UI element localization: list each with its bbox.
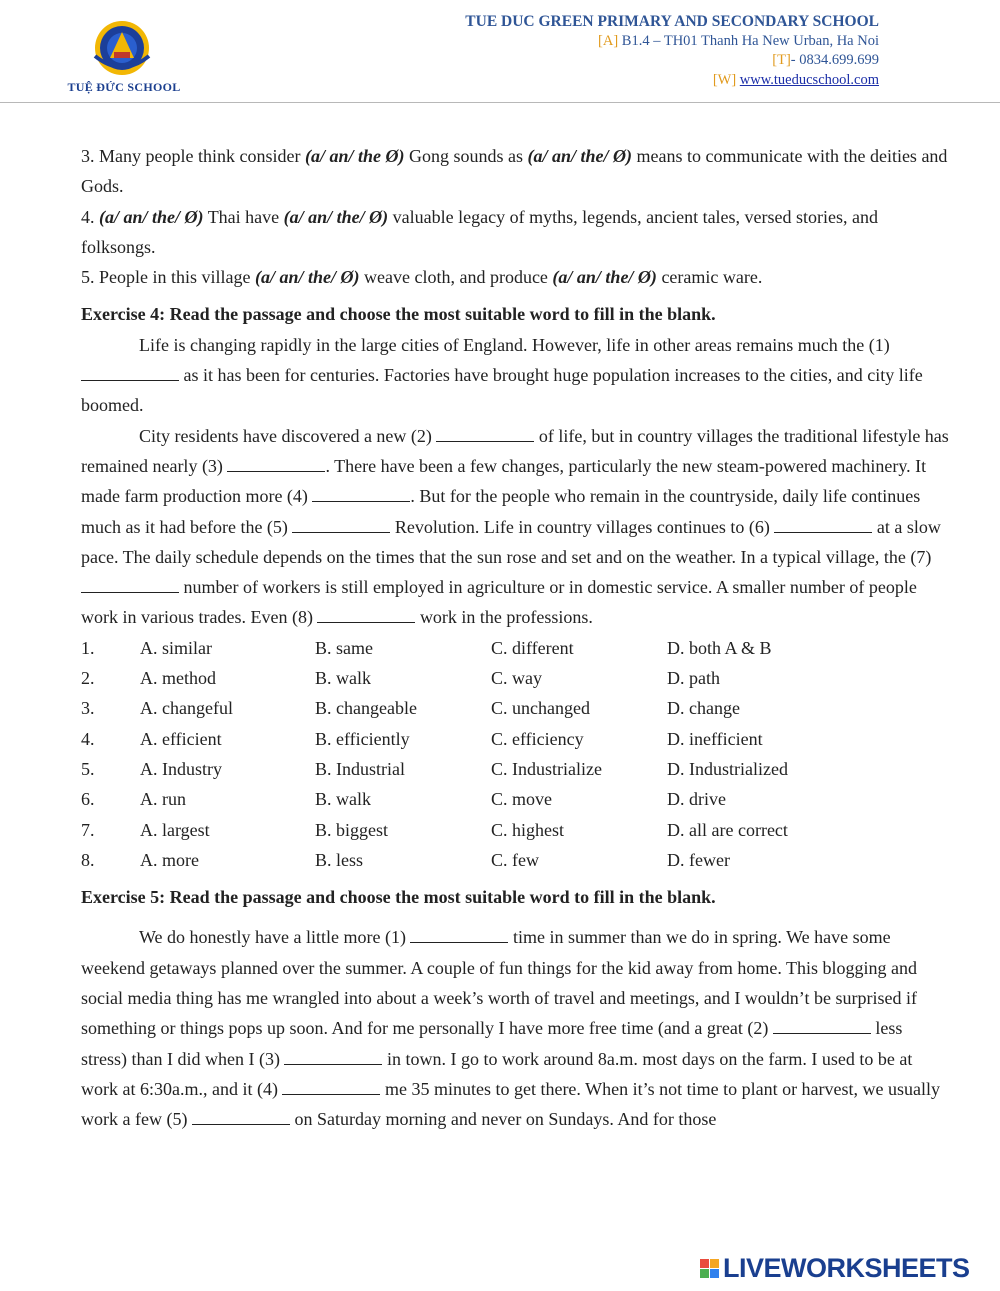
ex5-blank-4[interactable] [282, 1080, 380, 1095]
option-c[interactable]: C. way [491, 668, 542, 689]
option-d[interactable]: D. fewer [667, 849, 730, 870]
exercise-4-title: Exercise 4: Read the passage and choose the most suitable word to fill in the blank. [81, 304, 716, 325]
phone-tag: [T] [772, 52, 791, 68]
ex4-paragraph-1 [81, 330, 949, 421]
option-d[interactable]: D. path [667, 668, 720, 689]
q3-choice-2[interactable]: (a/ an/ the/ Ø) [527, 146, 633, 166]
answer-number: 4. [81, 728, 95, 749]
phone-text: - 0834.699.699 [790, 52, 879, 68]
option-b[interactable]: B. same [315, 637, 373, 658]
answer-row [81, 724, 949, 754]
ex5-blank-2[interactable] [773, 1019, 871, 1034]
ex5-blank-1[interactable] [410, 928, 508, 943]
question-3 [81, 141, 949, 202]
ex5-p1-text-b: time in summer than we do in spring. We have some weekend getaways planned over the summer. A couple of fun things for the kid away from home. This blogging and social media thing has me wrangled into about a week’s worth of travel and meetings, and I wouldn’t be surprised if something or things pops up soon. And for me personally I have more free time (and a great (2) [81, 927, 917, 1039]
option-d[interactable]: D. drive [667, 789, 726, 810]
ex4-p2-text-d: . But for the people who remain in the countryside, daily life continues much as it had before the (5) [81, 486, 921, 537]
q3-text-b: Gong sounds as [404, 146, 528, 166]
option-a[interactable]: A. efficient [140, 728, 222, 749]
ex4-p2-text-a: City residents have discovered a new (2) [139, 425, 437, 446]
school-web [465, 71, 879, 91]
answer-row [81, 663, 949, 693]
answer-number: 6. [81, 789, 95, 810]
option-d[interactable]: D. change [667, 698, 740, 719]
option-c[interactable]: C. unchanged [491, 698, 590, 719]
q5-choice-2[interactable]: (a/ an/ the/ Ø) [552, 267, 657, 288]
answer-row [81, 754, 949, 784]
option-a[interactable]: A. more [140, 849, 199, 870]
ex4-answer-list [81, 633, 949, 875]
exercise-5-title: Exercise 5: Read the passage and choose the most suitable word to fill in the blank. [81, 887, 716, 908]
ex5-p1-text-d: in town. I go to work around 8a.m. most days on the farm. I used to be at work at 6:30a.m., and it (4) [81, 1048, 913, 1099]
answer-row [81, 815, 949, 845]
answer-row [81, 845, 949, 875]
option-a[interactable]: A. run [140, 789, 186, 810]
q3-text-c: means to communicate with the deities and Gods. [81, 146, 948, 197]
web-tag: [W] [712, 71, 737, 88]
ex4-blank-1[interactable] [81, 366, 179, 381]
option-a[interactable]: A. Industry [140, 758, 222, 779]
liveworksheets-wordmark: LIVEWORKSHEETS [723, 1252, 970, 1283]
question-4 [81, 202, 949, 263]
option-a[interactable]: A. changeful [140, 698, 233, 719]
ex4-blank-2[interactable] [436, 427, 534, 442]
option-c[interactable]: C. move [491, 789, 552, 810]
option-a[interactable]: A. method [140, 668, 216, 689]
ex5-paragraph-1 [81, 922, 949, 1134]
q4-text-c: valuable legacy of myths, legends, ancient tales, versed stories, and folksongs. [81, 206, 879, 257]
ex4-blank-8[interactable] [317, 608, 415, 623]
ex4-blank-6[interactable] [774, 518, 872, 533]
ex5-blank-5[interactable] [192, 1110, 290, 1125]
q4-text-b: Thai have [203, 206, 284, 227]
ex4-p2-text-f: at a slow pace. The daily schedule depends on the times that the sun rose and set and on the weather. In a typical village, the (7) [81, 516, 941, 567]
school-address [465, 32, 879, 52]
ex4-p2-text-h: work in the professions. [415, 607, 593, 628]
ex5-p1-text-e: me 35 minutes to get there. When it’s not time to plant or harvest, we usually work a few (5) [81, 1078, 941, 1130]
q5-choice-1[interactable]: (a/ an/ the/ Ø) [254, 267, 360, 288]
option-b[interactable]: B. changeable [315, 698, 417, 719]
logo-square-red [700, 1259, 709, 1268]
option-b[interactable]: B. biggest [315, 819, 389, 840]
ex4-p1-text-a: Life is changing rapidly in the large cities of England. However, life in other areas remains much the (1) [139, 334, 890, 355]
option-d[interactable]: D. inefficient [667, 728, 763, 749]
q4-choice-1[interactable]: (a/ an/ the/ Ø) [99, 206, 204, 227]
q5-text-c: ceramic ware. [656, 267, 763, 288]
ex4-blank-4[interactable] [312, 487, 410, 502]
q5-text-b: weave cloth, and produce [359, 267, 553, 288]
logo-square-green [700, 1269, 709, 1278]
option-c[interactable]: C. different [491, 637, 574, 658]
ex4-paragraph-2 [81, 421, 949, 633]
address-tag: [A] [598, 32, 619, 49]
q3-text-a: 3. Many people think consider [81, 146, 305, 166]
school-name: TUE DUC GREEN PRIMARY AND SECONDARY SCHOOL [465, 13, 879, 30]
ex4-p1-text-b: as it has been for centuries. Factories have brought huge population increases to the cities, and city life boomed. [81, 365, 923, 416]
option-b[interactable]: B. less [315, 849, 364, 870]
answer-row [81, 693, 949, 723]
ex4-p2-text-g: number of workers is still employed in agriculture or in domestic service. A smaller number of people work in various trades. Even (8) [81, 577, 917, 628]
answer-row [81, 633, 949, 663]
answer-number: 7. [81, 819, 95, 840]
q5-text-a: 5. People in this village [81, 267, 255, 288]
answer-row [81, 784, 949, 814]
liveworksheets-brand [700, 1253, 970, 1283]
q4-text-a: 4. [81, 206, 99, 227]
option-d[interactable]: D. Industrialized [667, 758, 788, 779]
ex5-p1-text-a: We do honestly have a little more (1) [139, 927, 411, 948]
option-b[interactable]: B. Industrial [315, 758, 405, 779]
logo-text: TUỆ ĐỨC SCHOOL [67, 80, 181, 94]
header-divider [0, 102, 1000, 103]
worksheet-content [81, 141, 949, 1135]
website-link[interactable]: www.tueducschool.com [739, 71, 879, 88]
ex4-p2-text-e: Revolution. Life in country villages continues to (6) [390, 516, 775, 537]
option-c[interactable]: C. highest [491, 819, 565, 840]
address-text: B1.4 – TH01 Thanh Ha New Urban, Ha Noi [618, 32, 879, 49]
option-a[interactable]: A. largest [140, 819, 210, 840]
ex4-blank-7[interactable] [81, 578, 179, 593]
ex4-blank-3[interactable] [227, 457, 325, 472]
option-b[interactable]: B. walk [315, 668, 371, 689]
q4-choice-2[interactable]: (a/ an/ the/ Ø) [283, 206, 389, 227]
answer-number: 5. [81, 758, 95, 779]
ex4-p2-text-b: of life, but in country villages the traditional lifestyle has remained nearly (3) [81, 425, 949, 476]
school-info [465, 12, 879, 90]
option-c[interactable]: C. Industrialize [491, 758, 602, 779]
logo-square-orange [710, 1259, 719, 1268]
option-a[interactable]: A. similar [140, 637, 212, 658]
option-d[interactable]: D. all are correct [667, 819, 788, 840]
answer-number: 8. [81, 849, 95, 870]
logo-square-blue [710, 1269, 719, 1278]
ex5-blank-3[interactable] [284, 1050, 382, 1065]
answer-number: 1. [81, 637, 95, 658]
question-5 [81, 262, 949, 292]
answer-number: 2. [81, 668, 95, 689]
ex4-blank-5[interactable] [292, 518, 390, 533]
q3-choice-1[interactable]: (a/ an/ the Ø) [304, 146, 405, 166]
ex4-p2-text-c: . There have been a few changes, particularly the new steam-powered machinery. It made farm production more (4) [81, 455, 927, 507]
ex5-p1-text-f: on Saturday morning and never on Sundays. And for those [289, 1109, 717, 1130]
option-b[interactable]: B. walk [315, 789, 371, 810]
option-b[interactable]: B. efficiently [315, 728, 410, 749]
option-c[interactable]: C. few [491, 849, 539, 870]
school-phone [465, 51, 879, 71]
liveworksheets-logo-icon [700, 1259, 719, 1278]
option-d[interactable]: D. both A & B [667, 637, 772, 658]
ex5-p1-text-c: less stress) than I did when I (3) [81, 1018, 903, 1069]
option-c[interactable]: C. efficiency [491, 728, 584, 749]
answer-number: 3. [81, 698, 95, 719]
